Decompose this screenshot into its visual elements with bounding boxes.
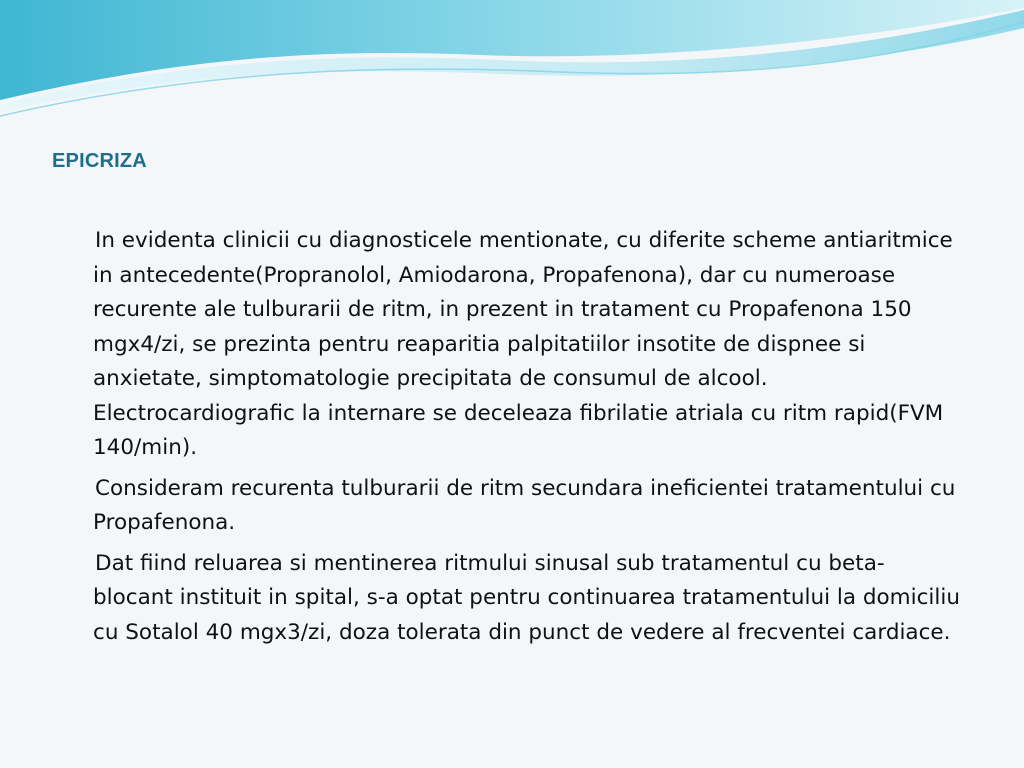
decorative-wave-header: [0, 0, 1024, 120]
slide-body: [93, 224, 963, 656]
paragraph-epicrisis-history: In evidenta clinicii cu diagnosticele mentionate, cu diferite scheme antiaritmice in antecedente(Propranolol, Amiodarona, Propafenona), dar cu numeroase recurente ale tulburarii de ritm, in prezent in tratament cu Propafenona 150 mgx4/zi, se prezinta pentru reaparitia palpitatiilor insotite de dispnee si anxietate, simptomatologie precipitata de consumul de alcool. Electrocardiografic la internare se deceleaza fibrilatie atriala cu ritm rapid(FVM 140/min).: [93, 228, 953, 460]
paragraph-epicrisis-conclusion: Consideram recurenta tulburarii de ritm secundara ineficientei tratamentului cu Propafenona.: [93, 475, 956, 535]
paragraph-epicrisis-treatment: Dat fiind reluarea si mentinerea ritmului sinusal sub tratamentul cu beta-blocant instituit in spital, s-a optat pentru continuarea tratamentului la domiciliu cu Sotalol 40 mgx3/zi, doza tolerata din punct de vedere al frecventei cardiace.: [93, 550, 960, 645]
slide-title: EPICRIZA: [52, 150, 147, 172]
